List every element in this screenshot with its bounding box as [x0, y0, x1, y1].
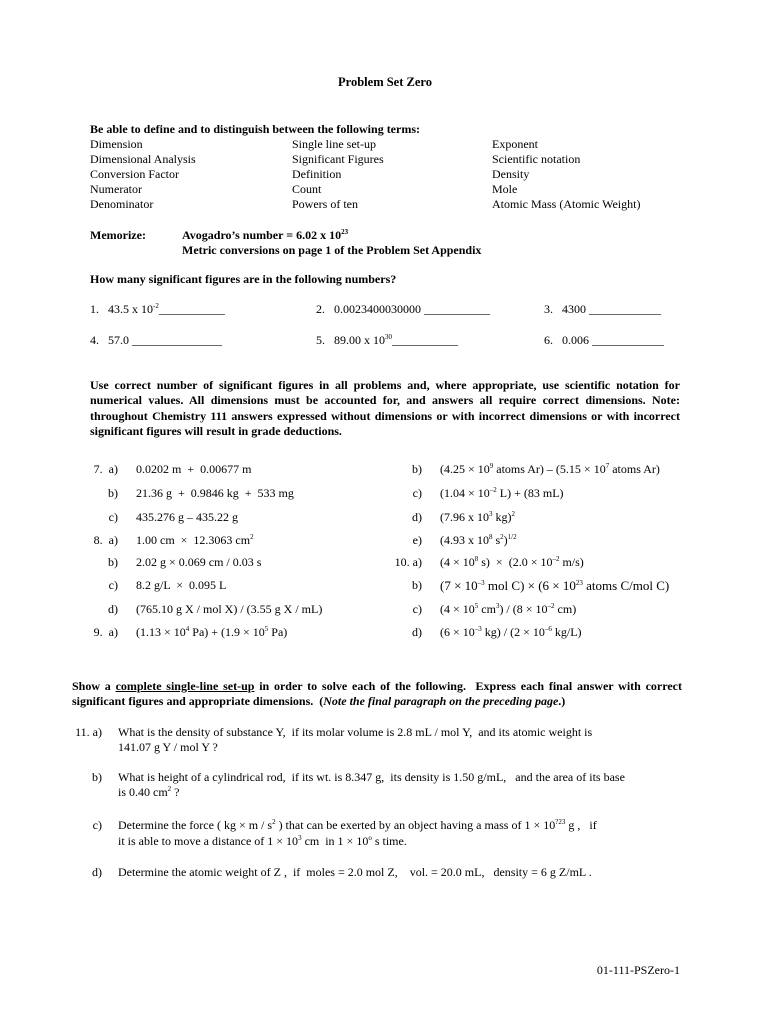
problem-label: 9. a) [93, 625, 118, 639]
term-density: Density [492, 167, 530, 181]
problem-label: b) [108, 555, 118, 569]
problem-expression: 0.0202 m + 0.00677 m [136, 462, 252, 476]
problem-label: 10. a) [394, 555, 422, 569]
memorize-label: Memorize: [90, 228, 146, 242]
setup-instructions-pre: Show a [72, 679, 116, 693]
problem-expression: ($7 \times 10^{-3}$ mol $C) \times (6 \times 10^{23}$ atoms C/mol C) [440, 578, 670, 593]
problem-label: c) [108, 578, 118, 592]
problem-expression: ($6 \times 10^{-3}$ $kg) / (2 \times 10^{-6}$ kg/L) [440, 625, 582, 639]
problem-label: d) [412, 625, 422, 639]
term-count: Count [292, 182, 322, 196]
question-label: c) [92, 818, 102, 832]
term-atomic-mass: Atomic Mass (Atomic Weight) [492, 197, 641, 211]
problem-expression: 8.2 g/L × 0.095 L [136, 578, 227, 592]
problem-label: 8. a) [93, 533, 118, 547]
term-denominator: Denominator [90, 197, 154, 211]
problem-label: c) [412, 602, 422, 616]
problem-expression: (7.96 x $10^3$ kg)$^2$ [440, 510, 515, 524]
question-line: 141.07 g Y / mol Y ? [118, 740, 218, 754]
question-line: What is the density of substance Y, if its molar volume is 2.8 mL / mol Y, and its atomic weight is [118, 725, 593, 739]
term-conversion-factor: Conversion Factor [90, 167, 179, 181]
sigfig-item-6: 6. 0.006 ____________ [544, 333, 664, 347]
problem-expression: 1.00 cm × 12.3063 $cm^2$ [136, 533, 254, 547]
sigfig-item-4: 4. 57.0 _______________ [90, 333, 222, 347]
sigfig-question: How many significant figures are in the following numbers? [90, 272, 397, 286]
setup-instructions [72, 679, 682, 710]
problem-label: b) [412, 578, 422, 592]
terms-heading: Be able to define and to distinguish between the following terms: [90, 122, 420, 136]
problem-label: c) [412, 486, 422, 500]
term-dimensional-analysis: Dimensional Analysis [90, 152, 196, 166]
page-title: Problem Set Zero [338, 75, 432, 89]
term-exponent: Exponent [492, 137, 538, 151]
term-mole: Mole [492, 182, 518, 196]
sigfig-item-5: 5. 89.00 x $10^{30}\_\_\_\_\_\_\_\_\_\_\_$ [316, 333, 458, 347]
question-line: is 0.40 $cm^2$ ? [118, 785, 180, 799]
memorize-avogadro: Avogadro’s number = 6.02 x $10^{23}$ [182, 228, 349, 242]
setup-instructions-end: .) [558, 694, 566, 709]
question-line: What is height of a cylindrical rod, if its wt. is 8.347 g, its density is 1.50 g/mL, and the area of its base [118, 770, 625, 784]
problem-label: d) [412, 510, 422, 524]
problem-expression: ($4 \times 10^8$ $s) \times (2.0 \times 10^{-2}$ m/s) [440, 555, 584, 569]
problem-expression: (4.93 x $10^8$ $s^2)^{1/2}$ [440, 533, 517, 547]
problem-expression: ($4 \times 10^5$ $cm^3) / (8 \times 10^{-2}$ cm) [440, 602, 577, 616]
problem-expression: 435.276 g – 435.22 g [136, 510, 238, 524]
problem-expression: 2.02 g × 0.069 cm / 0.03 s [136, 555, 262, 569]
question-label: b) [92, 770, 102, 784]
setup-instructions-post: in order to solve each of the following. Express each final answer with correct significant figures and appropriate dimensions. ( [72, 679, 682, 709]
page-footer-code: 01-111-PSZero-1 [596, 963, 680, 977]
question-label: 11. a) [75, 725, 102, 739]
question-label: d) [92, 865, 102, 879]
term-definition: Definition [292, 167, 342, 181]
problem-label: b) [108, 486, 118, 500]
problem-expression: ($1.13 \times 10^4$ $Pa) + (1.9 \times 10^5$ Pa) [136, 625, 288, 639]
question-line: it is able to move a distance of $1 \times 10^3$ cm in $1 \times 10^o$ s time. [118, 834, 407, 848]
term-dimension: Dimension [90, 137, 143, 151]
term-single-line-setup: Single line set-up [292, 137, 376, 151]
problem-label: e) [412, 533, 422, 547]
sigfig-item-2: 2. 0.0023400030000 ___________ [316, 302, 490, 316]
problem-expression: 21.36 g + 0.9846 kg + 533 mg [136, 486, 294, 500]
sigfig-item-3: 3. 4300 ____________ [544, 302, 661, 316]
term-significant-figures: Significant Figures [292, 152, 384, 166]
instructions-paragraph: Use correct number of significant figures in all problems and, where appropriate, use scientific notation for numerical values. All dimensions must be accounted for, and answers all require correct dimensions. Note: throughout Chemistry 111 answers expressed without dimensions or with incorrect dimensions or with incorrect significant figures will result in grade deductions. [90, 378, 680, 439]
problem-label: b) [412, 462, 422, 476]
question-line: Determine the force ( kg × m / $s^2$ ) that can be exerted by an object having a mass of $1 \times 10^{?23}$ g , if [118, 818, 597, 832]
sigfig-item-1: 1. 43.5 x $10^{-2}\_\_\_\_\_\_\_\_\_\_\_$ [90, 302, 225, 316]
problem-expression: ($4.25 \times 10^9$ atoms $Ar) - (5.15 \times 10^7$ atoms Ar) [440, 462, 660, 476]
problem-label: 7. a) [93, 462, 118, 476]
setup-instructions-italic: Note the final paragraph on the preceding page [323, 694, 559, 709]
term-scientific-notation: Scientific notation [492, 152, 581, 166]
term-numerator: Numerator [90, 182, 142, 196]
term-powers-of-ten: Powers of ten [292, 197, 358, 211]
problem-label: d) [108, 602, 118, 616]
problem-expression: ($1.04 \times 10^{-2}$ L) + (83 mL) [440, 486, 564, 500]
setup-instructions-underlined: complete single-line set-up [115, 679, 255, 693]
question-line: Determine the atomic weight of Z , if moles = 2.0 mol Z, vol. = 20.0 mL, density = 6 g Z/mL . [118, 865, 592, 879]
memorize-metric: Metric conversions on page 1 of the Problem Set Appendix [182, 243, 482, 257]
problem-label: c) [108, 510, 118, 524]
problem-expression: (765.10 g X / mol X) / (3.55 g X / mL) [136, 602, 323, 616]
